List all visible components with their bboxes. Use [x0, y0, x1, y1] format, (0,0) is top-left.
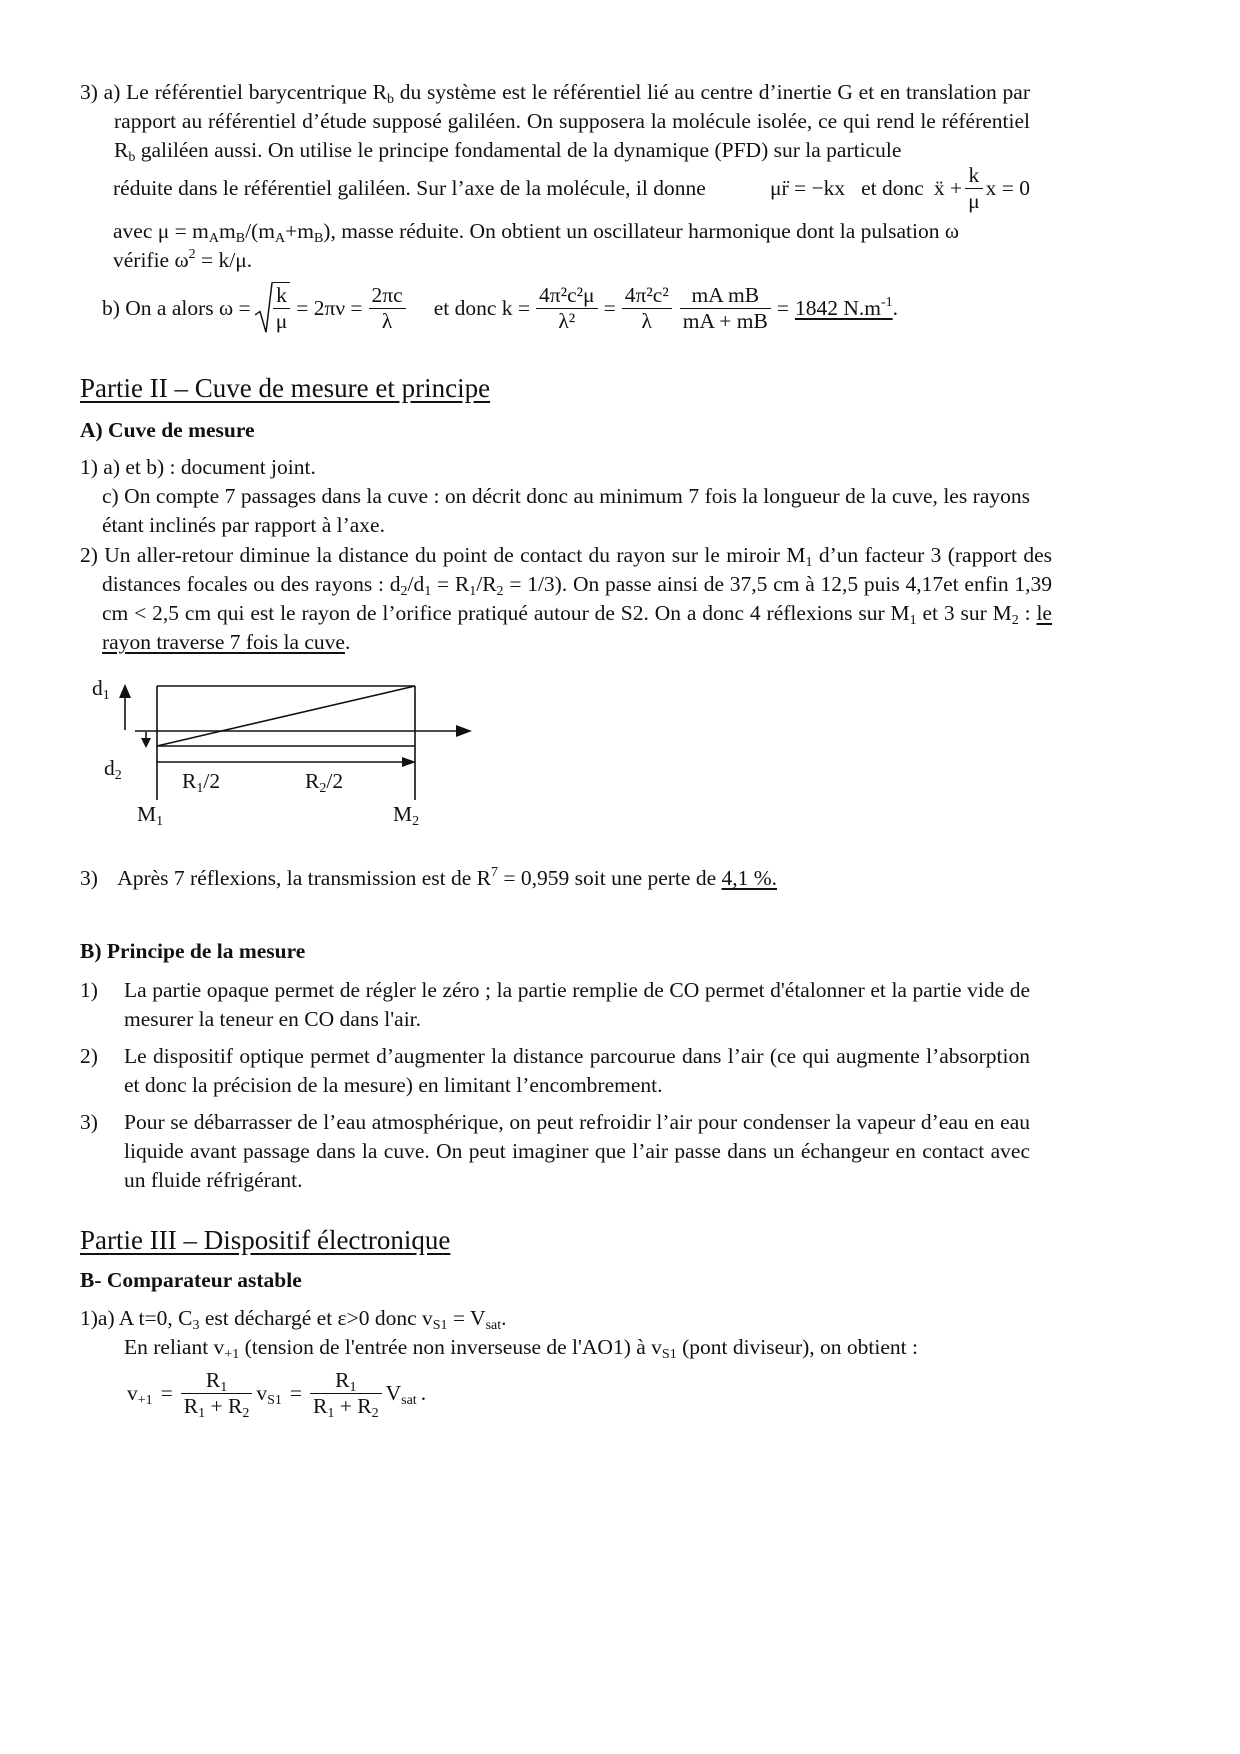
sub: b: [387, 92, 395, 107]
q3a-text-8: = k/μ.: [195, 248, 253, 272]
sub: S1: [267, 1392, 282, 1408]
p3-text-4: En reliant v: [124, 1335, 225, 1359]
label-r2-text: R: [305, 769, 320, 793]
eq-v: [127, 1381, 153, 1406]
period: .: [344, 630, 351, 654]
part2-B-heading: B) Principe de la mesure: [80, 939, 306, 963]
frac-num: 4π²c²μ: [536, 283, 598, 309]
sub: 1: [198, 1405, 206, 1421]
part2-A-heading: A) Cuve de mesure: [80, 418, 255, 442]
period: .: [892, 295, 898, 320]
b-item-num: 3): [80, 1110, 98, 1134]
part3-B-heading: B- Comparateur astable: [80, 1268, 302, 1292]
d1-arrow-icon: [119, 684, 131, 698]
sub: 1: [102, 688, 110, 703]
sub: 2: [400, 584, 408, 599]
q3a-eq2-pre: ẍ +: [933, 175, 963, 200]
period: .: [420, 1380, 427, 1405]
p3-text-5: (tension de l'entrée non inverseuse de l'AO1) à v: [239, 1335, 662, 1359]
label-r1-text: R: [182, 769, 197, 793]
frac-den: mA + mB: [682, 308, 768, 333]
a1-line-2: c) On compte 7 passages dans la cuve : on décrit donc au minimum 7 fois la longueur de la cuve, les rayons étant inclinés par rapport à l’axe.: [102, 484, 1030, 537]
a2-block: 2) Un aller-retour diminue la distance du point de contact du rayon sur le miroir $M_1$ d’un facteur 3 (rapport des distances focales ou des rayons : $d_2/d_1 = R_1/R_2 = 1/3$). On passe ainsi de 37,5 cm à 12,5 puis 4,17et enfin 1,39 cm < 2,5 cm qui est le rayon de l’orifice pratiqué autour de S2. On a donc 4 réflexions sur $M_1$ et 3 sur $M_2$ : le rayon traverse 7 fois la cuve.: [80, 543, 1052, 654]
frac-den-text: R: [183, 1393, 199, 1418]
sub: 2: [496, 584, 504, 599]
q3a-text-7: vérifie ω: [113, 248, 189, 272]
sub: A: [208, 231, 220, 246]
a3-label: 3): [80, 866, 98, 890]
sub: 2: [371, 1405, 379, 1421]
p3-text-2: est déchargé et ε>0 donc v: [199, 1306, 433, 1330]
sub: 2: [114, 768, 122, 783]
axis-arrow-icon: [456, 725, 472, 737]
p3-text-1: 1)a) A t=0, C: [80, 1306, 193, 1330]
b-item-num: 2): [80, 1044, 98, 1068]
eq-vsat: [386, 1381, 417, 1406]
frac-num: k: [273, 283, 291, 309]
frac-den: λ: [381, 308, 393, 333]
q3b-eq: =: [603, 295, 616, 320]
q3a-text-4: réduite dans le référentiel galiléen. Sur l’axe de la molécule, il donne: [113, 175, 706, 200]
sub: sat: [401, 1392, 417, 1408]
sub: S1: [432, 1318, 448, 1333]
oblique-ray: [157, 686, 415, 746]
label-d1: [92, 674, 110, 703]
b-item-1: [80, 976, 1030, 1034]
frac-num-text: R: [205, 1367, 221, 1392]
sub: 1: [909, 613, 917, 628]
frac-num: 2πc: [369, 283, 406, 309]
frac-num: k: [965, 163, 983, 189]
d2-arrow-icon: [141, 738, 151, 748]
label-m1-text: M: [137, 802, 157, 826]
frac-den: λ²: [558, 308, 576, 333]
b-item-2: [80, 1042, 1030, 1100]
q3b-label: b) On a alors ω =: [102, 295, 251, 320]
sub: 2: [242, 1405, 250, 1421]
q3b-result-value: 1842 N.m: [794, 295, 881, 320]
a1-block: [80, 453, 1030, 540]
label-r2: [305, 767, 343, 796]
frac-den: μ: [275, 309, 288, 333]
a2-text-5: :: [1018, 601, 1037, 625]
q3a-text-3: galiléen aussi. On utilise le principe fondamental de la dynamique (PFD) sur la particule: [135, 138, 902, 162]
eq-frac-2: [310, 1368, 382, 1419]
cuve-diagram: [80, 670, 500, 840]
a2-text-4: et 3 sur M: [916, 601, 1012, 625]
a2-underlined: le rayon traverse 7 fois la cuve: [102, 601, 1052, 654]
eq-vsat-text: V: [385, 1380, 402, 1405]
a3-exp: 7: [491, 865, 498, 880]
q3a-et-donc: et donc: [861, 175, 924, 200]
sub: sat: [485, 1318, 502, 1333]
q3a-mass: m: [219, 219, 236, 243]
label-d2-text: d: [104, 756, 115, 780]
frac-num: [310, 1368, 382, 1394]
eq-frac-1: [181, 1368, 253, 1419]
sub: 1: [327, 1405, 335, 1421]
q3a-paragraph-2: avec $\mu = m_Am_B/(m_A+m_B)$, masse réduite. On obtient un oscillateur harmonique dont la pulsation ω vérifie $\omega^2 = k/\mu$.: [113, 219, 960, 272]
q3b-equation: [102, 275, 1032, 341]
b-item-text: La partie opaque permet de régler le zéro ; la partie remplie de CO permet d'étalonner et la partie vide de mesurer la teneur en CO dans l'air.: [124, 978, 1030, 1031]
q3a-fraction: [965, 163, 983, 214]
sub: 1: [196, 781, 204, 796]
radical-icon: [255, 282, 273, 334]
frac-den: λ: [641, 308, 652, 333]
q3a-label: 3) a): [80, 80, 121, 104]
frac-num: 4π²c²: [622, 283, 672, 309]
q3b-result-exp: -1: [880, 294, 893, 310]
a2-text-1: 2) Un aller-retour diminue la distance du point de contact du rayon sur le miroir M: [80, 543, 806, 567]
sub: S1: [661, 1347, 677, 1362]
q3b-mid: = 2πν =: [296, 295, 363, 320]
a3-line: [80, 864, 1030, 893]
b-item-num: 1): [80, 978, 98, 1002]
frac-den: [181, 1394, 253, 1419]
sub: 1: [349, 1379, 357, 1395]
q3b-frac-5: [680, 283, 771, 334]
eq-sign: =: [160, 1380, 173, 1405]
p3-text-6: (pont diviseur), on obtient :: [676, 1335, 918, 1359]
sub: A: [274, 231, 286, 246]
label-m2-text: M: [393, 802, 413, 826]
sub: b: [128, 150, 136, 165]
sub: +1: [137, 1392, 153, 1408]
a3-text-2: = 0,959 soit une perte de: [498, 866, 722, 890]
a1-line-1: 1) a) et b) : document joint.: [80, 455, 316, 479]
label-m2: [393, 800, 419, 829]
part2-title: Partie II – Cuve de mesure et principe: [80, 373, 491, 403]
sub: +1: [224, 1347, 240, 1362]
a3-text: Après 7 réflexions, la transmission est de R: [117, 866, 491, 890]
q3a-eq2-post: x = 0: [985, 175, 1030, 200]
p3-q1-line-1: 1)a) A t=0, $C_3$ est déchargé et ε>0 donc $v_{S1} = V_{sat}$.: [80, 1306, 507, 1333]
b-item-3: [80, 1108, 1030, 1195]
sub: 1: [156, 814, 164, 829]
sub: 2: [1011, 613, 1019, 628]
q3a-text-5: avec μ = m: [113, 219, 209, 243]
q3b-result: [795, 296, 893, 321]
p3-q1-line-2: [124, 1333, 1030, 1362]
eq-v-text: v: [127, 1380, 138, 1405]
frac-den-text: R: [313, 1393, 328, 1418]
q3a-text-6: ), masse réduite. On obtient un oscillateur harmonique dont la pulsation ω: [323, 219, 960, 243]
label-d2: [104, 754, 122, 783]
part3-title: Partie III – Dispositif électronique: [80, 1225, 451, 1255]
eq-sign: =: [289, 1380, 303, 1405]
frac-num: mA mB: [680, 283, 771, 309]
sub: B: [313, 231, 324, 246]
sup: 2: [188, 247, 196, 262]
eq-vs1: [256, 1381, 282, 1406]
label-r1: [182, 767, 220, 796]
p3-equation: [127, 1363, 627, 1423]
q3a-text-1: Le référentiel barycentrique R: [126, 80, 388, 104]
frac-den-text-2: + R: [205, 1393, 243, 1418]
b-item-text: Le dispositif optique permet d’augmenter la distance parcourue dans l’air (ce qui augmente l’absorption et donc la précision de la mesure) en limitant l’encombrement.: [124, 1044, 1030, 1097]
p3-text-3: = V: [447, 1306, 486, 1330]
frac-den: [310, 1394, 382, 1419]
q3b-frac-3: [536, 283, 598, 334]
sub: 1: [424, 584, 432, 599]
q3a-paragraph: [80, 78, 1030, 165]
q3b-frac-4: [622, 283, 672, 334]
p3-q1-block: [80, 1304, 1030, 1362]
q3b-et-donc: et donc k =: [433, 295, 531, 320]
q3b-frac-2: [369, 283, 406, 334]
q3a-text-2: du système est le référentiel lié au centre d’inertie G et en translation par rapport au référentiel d’étude supposé galiléen. On supposera la molécule isolée, ce qui rend le référentiel R: [114, 80, 1030, 162]
frac-num-text: R: [335, 1367, 350, 1392]
sub: 3: [192, 1318, 200, 1333]
eq-vs1-text: v: [256, 1380, 268, 1405]
label-r1-end: /2: [203, 769, 221, 793]
label-r2-end: /2: [326, 769, 344, 793]
sub: 1: [469, 584, 477, 599]
frac-num: [181, 1368, 253, 1394]
a2-text-3: = 1/3). On passe ainsi de 37,5 cm à 12,5 puis 4,17et enfin 1,39 cm < 2,5 cm qui est le rayon de l’orifice pratiqué autour de S2. On a donc 4 réflexions sur M: [102, 572, 1052, 625]
sub: 2: [412, 814, 420, 829]
q3b-sqrt: [255, 282, 291, 334]
frac-den: μ: [968, 188, 980, 213]
sub: 1: [220, 1379, 228, 1395]
frac-den-text-2: + R: [334, 1393, 372, 1418]
q3b-sqrt-frac: [273, 283, 291, 334]
q3b-eq-2: =: [776, 295, 789, 320]
sub: 1: [805, 555, 813, 570]
r-arrow-icon: [402, 757, 416, 767]
a2-text-2: d’un facteur 3 (rapport des distances focales ou des rayons : d: [102, 543, 1052, 596]
label-d1-text: d: [92, 676, 103, 700]
b-item-text: Pour se débarrasser de l’eau atmosphérique, on peut refroidir l’air pour condenser la vapeur d’eau en eau liquide avant passage dans la cuve. On peut imaginer que l’air passe dans un échangeur en contact avec un fluide réfrigérant.: [124, 1110, 1030, 1192]
label-m1: [137, 800, 163, 829]
sub: 2: [319, 781, 327, 796]
b-list: [80, 976, 1030, 1203]
a3-result: 4,1 %.: [721, 866, 778, 890]
q3a-eq1: μr̈ = −kx: [769, 175, 846, 200]
sub: B: [235, 231, 246, 246]
q3a-equation-line: [113, 160, 1030, 216]
